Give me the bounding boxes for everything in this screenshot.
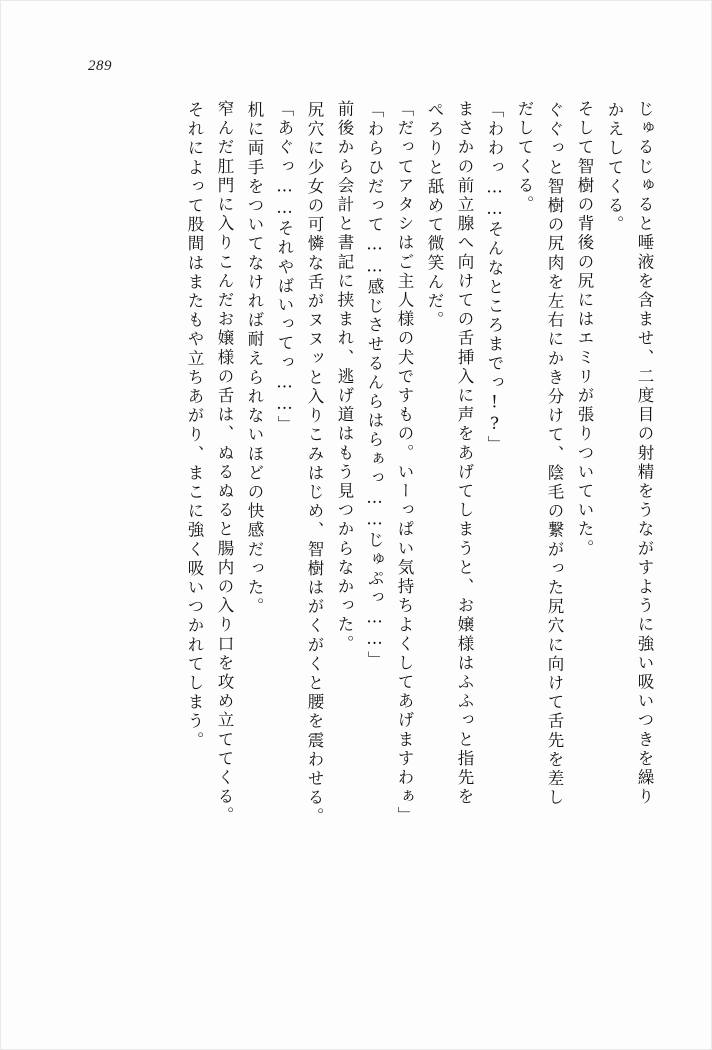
text-column: だしてくる。 — [515, 100, 534, 215]
page-number: 289 — [88, 58, 112, 74]
text-column: 「だってアタシはご主人様の犬ですもの。いーっぱい気持ちよくしてあげますわぁ」 — [395, 100, 414, 826]
text-column: じゅるじゅると唾液を含ませ、二度目の射精をうながすように強い吸いつきを繰り — [635, 100, 654, 807]
text-column: 「あぐっ……それやばいってっ……」 — [275, 100, 294, 435]
text-column: 窄んだ肛門に入りこんだお嬢様の舌は、ぬるぬると腸内の入り口を攻め立ててくる。 — [215, 100, 234, 826]
text-column: 前後から会計と書記に挟まれ、逃げ道はもう見つからなかった。 — [335, 100, 354, 654]
text-column: ぐぐっと智樹の尻肉を左右にかき分けて、陰毛の繋がった尻穴に向けて舌先を差し — [545, 101, 564, 808]
text-column: まさかの前立腺へ向けての舌挿入に声をあげてしまうと、お嬢様はふふっと指先を — [455, 100, 474, 807]
text-column: 尻穴に少女の可憐な舌がヌヌッと入りこみはじめ、智樹はがくがくと腰を震わせる。 — [305, 101, 324, 827]
text-column: かえしてくる。 — [605, 101, 624, 235]
text-column: それによって股間はまたもや立ちあがり、まこに強く吸いつかれてしまう。 — [185, 101, 204, 751]
text-column: 「わらひだって……感じさせるんらはらぁっ……じゅぷっ……」 — [365, 101, 384, 670]
text-column: 「わわっ……そんなところまでっ!?」 — [485, 101, 504, 455]
text-column: ぺろりと舐めて微笑んだ。 — [425, 101, 444, 331]
text-column: そして智樹の背後の尻にはエミリが張りついていた。 — [575, 100, 594, 559]
vertical-text-body — [60, 100, 652, 990]
text-column: 机に両手をついてなければ耐えられないほどの快感だった。 — [245, 101, 264, 617]
